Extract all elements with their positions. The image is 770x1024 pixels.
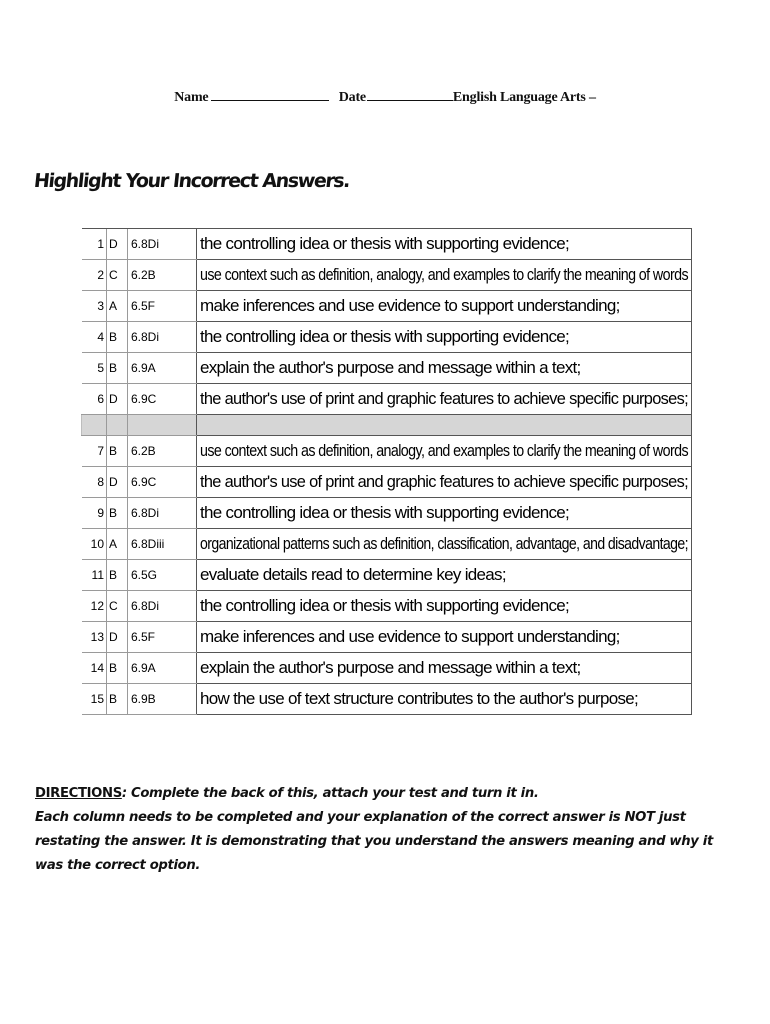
standard-description: the controlling idea or thesis with supporting evidence; (197, 498, 692, 529)
standard-code: 6.5F (128, 622, 197, 653)
answer-letter: B (107, 498, 128, 529)
name-blank (211, 88, 329, 101)
answer-letter: A (107, 291, 128, 322)
date-blank (367, 88, 453, 101)
answer-table (81, 228, 692, 715)
standard-code: 6.9C (128, 384, 197, 415)
separator-cell (197, 415, 692, 436)
standard-code: 6.9C (128, 467, 197, 498)
standard-code: 6.5F (128, 291, 197, 322)
separator-cell (128, 415, 197, 436)
standard-code: 6.8Di (128, 322, 197, 353)
row-number: 2 (82, 260, 107, 291)
table-row (82, 591, 692, 622)
directions-instruction: : Complete the back of this, attach your test and turn it in. (121, 786, 539, 801)
standard-code: 6.2B (128, 436, 197, 467)
page-title: Highlight Your Incorrect Answers. (32, 170, 351, 192)
row-number: 13 (82, 622, 107, 653)
row-number: 1 (82, 229, 107, 260)
table-row (82, 622, 692, 653)
date-label: Date (338, 90, 366, 105)
directions-label: DIRECTIONS (35, 786, 122, 801)
row-number: 8 (82, 467, 107, 498)
row-number: 14 (82, 653, 107, 684)
table-row (82, 384, 692, 415)
row-number: 9 (82, 498, 107, 529)
standard-description: explain the author's purpose and message within a text; (197, 653, 692, 684)
table-row (82, 229, 692, 260)
standard-code: 6.8Di (128, 498, 197, 529)
table-row (82, 436, 692, 467)
answer-letter: B (107, 653, 128, 684)
answer-letter: A (107, 529, 128, 560)
table-row (82, 653, 692, 684)
standard-code: 6.8Di (128, 591, 197, 622)
separator-cell (82, 415, 107, 436)
standard-description: make inferences and use evidence to support understanding; (197, 622, 692, 653)
row-number: 15 (82, 684, 107, 715)
answer-letter: C (107, 591, 128, 622)
answer-letter: D (107, 384, 128, 415)
answer-letter: D (107, 467, 128, 498)
table-row (82, 291, 692, 322)
standard-code: 6.9B (128, 684, 197, 715)
row-number: 12 (82, 591, 107, 622)
standard-description: use context such as definition, analogy, and examples to clarify the meaning of words (197, 436, 692, 467)
worksheet-header (0, 88, 770, 106)
table-row (82, 353, 692, 384)
standard-description: how the use of text structure contributes to the author's purpose; (197, 684, 692, 715)
answer-letter: C (107, 260, 128, 291)
table-row (82, 322, 692, 353)
row-number: 6 (82, 384, 107, 415)
row-number: 3 (82, 291, 107, 322)
standard-description: make inferences and use evidence to support understanding; (197, 291, 692, 322)
standard-description: the controlling idea or thesis with supporting evidence; (197, 322, 692, 353)
standard-description: the author's use of print and graphic features to achieve specific purposes; (197, 467, 692, 498)
standard-code: 6.9A (128, 353, 197, 384)
standard-code: 6.9A (128, 653, 197, 684)
answer-letter: D (107, 622, 128, 653)
answer-letter: B (107, 560, 128, 591)
row-number: 4 (82, 322, 107, 353)
table-row (82, 560, 692, 591)
directions-block (35, 782, 745, 878)
table-row (82, 498, 692, 529)
table-row (82, 529, 692, 560)
course-label: English Language Arts – (452, 90, 596, 105)
separator-cell (107, 415, 128, 436)
standard-code: 6.8Diii (128, 529, 197, 560)
standard-description: evaluate details read to determine key ideas; (197, 560, 692, 591)
directions-line-2: Each column needs to be completed and your explanation of the correct answer is NOT just restating the answer. It is demonstrating that you understand the answers meaning and why it was the correct option. (35, 810, 713, 873)
standard-description: organizational patterns such as definition, classification, advantage, and disadvantage; (197, 529, 692, 560)
row-number: 11 (82, 560, 107, 591)
row-number: 10 (82, 529, 107, 560)
row-number: 7 (82, 436, 107, 467)
standard-description: the controlling idea or thesis with supporting evidence; (197, 591, 692, 622)
name-label: Name (174, 90, 209, 105)
row-number: 5 (82, 353, 107, 384)
directions-line-1 (35, 782, 745, 806)
standard-code: 6.5G (128, 560, 197, 591)
standard-description: use context such as definition, analogy, and examples to clarify the meaning of words (197, 260, 692, 291)
answer-letter: D (107, 229, 128, 260)
table-row (82, 260, 692, 291)
answer-letter: B (107, 353, 128, 384)
table-row (82, 467, 692, 498)
table-row (82, 684, 692, 715)
standard-code: 6.2B (128, 260, 197, 291)
standard-description: the controlling idea or thesis with supporting evidence; (197, 229, 692, 260)
answer-letter: B (107, 436, 128, 467)
standard-description: the author's use of print and graphic features to achieve specific purposes; (197, 384, 692, 415)
answer-letter: B (107, 684, 128, 715)
standard-description: explain the author's purpose and message within a text; (197, 353, 692, 384)
standard-code: 6.8Di (128, 229, 197, 260)
separator-row (82, 415, 692, 436)
answer-letter: B (107, 322, 128, 353)
